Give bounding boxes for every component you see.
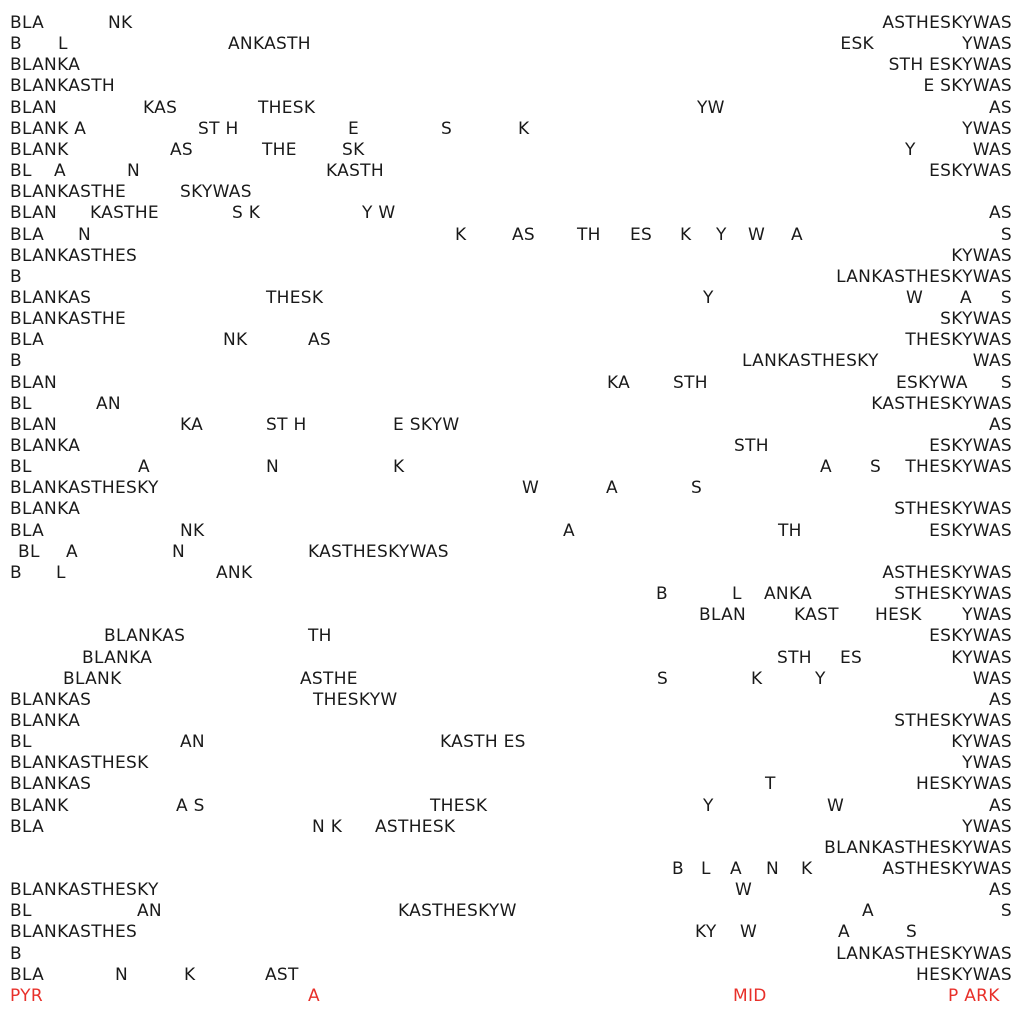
poem-fragment: WAS: [972, 139, 1012, 160]
poem-fragment: L: [58, 34, 68, 55]
poem-fragment: AS: [988, 414, 1012, 435]
poem-fragment: KASTH: [326, 161, 384, 182]
poem-fragment: S: [1000, 224, 1012, 245]
poem-fragment: SKYWAS: [940, 309, 1012, 330]
poem-fragment: STH: [734, 436, 769, 456]
poem-fragment: BLA: [10, 520, 45, 541]
poem-fragment: A S: [176, 795, 205, 816]
poem-fragment: KASTHE: [90, 203, 159, 224]
poem-fragment: LANKASTHESKYWAS: [836, 943, 1012, 964]
poem-fragment: S K: [232, 203, 261, 224]
poem-fragment: N: [266, 457, 280, 478]
poem-fragment: KA: [607, 372, 631, 393]
poem-fragment: S: [906, 922, 918, 943]
poem-fragment: S: [441, 118, 453, 139]
poem-fragment: N: [172, 541, 186, 562]
poem-fragment: KASTH ES: [440, 732, 526, 753]
poem-fragment: B: [656, 584, 668, 605]
poem-fragment: A: [66, 541, 78, 562]
poem-fragment: K: [680, 224, 692, 245]
poem-fragment: E SKYW: [393, 414, 460, 435]
poem-fragment: KASTHESKYWAS: [871, 393, 1012, 414]
poem-fragment: HESKYWAS: [916, 964, 1012, 985]
poem-fragment: STH ESKYWAS: [888, 55, 1012, 76]
poem-fragment: AS: [988, 880, 1012, 901]
poem-fragment: BLA: [10, 816, 45, 837]
poem-fragment: ANKA: [764, 584, 813, 605]
poem-fragment: THESKYWAS: [905, 457, 1012, 478]
poem-fragment: A: [730, 859, 742, 879]
poem-fragment: BLANKA: [10, 55, 81, 76]
poem-fragment: ASTHE: [300, 668, 358, 689]
poem-fragment: BLANKA: [10, 436, 81, 456]
poem-fragment: KASTHESKYW: [398, 901, 517, 922]
poem-fragment: ST H: [198, 118, 239, 139]
poem-fragment: B: [10, 34, 22, 55]
poem-fragment: YWAS: [962, 118, 1012, 139]
poem-fragment: AS: [988, 795, 1012, 816]
poem-fragment: AN: [180, 732, 205, 753]
poem-fragment: K: [518, 118, 530, 139]
poem-fragment: AS: [308, 330, 332, 351]
poem-fragment: LANKASTHESKYWAS: [836, 266, 1012, 287]
poem-fragment: KY: [695, 922, 717, 943]
poem-fragment: BL: [10, 161, 32, 182]
poem-fragment: T: [765, 774, 776, 795]
poem-fragment: BLANKA: [10, 710, 81, 731]
poem-fragment: W: [906, 287, 924, 308]
poem-fragment: BLANK: [10, 795, 69, 816]
poem-fragment: LANKASTHESKY: [742, 351, 879, 372]
poem-fragment: BLANKASTH: [10, 76, 116, 97]
poem-fragment: AST: [265, 964, 299, 985]
poem-fragment: A: [960, 287, 972, 308]
poem-fragment: BL: [10, 901, 32, 922]
poem-fragment: THESKYWAS: [905, 330, 1012, 351]
poem-fragment: ASTHESKYWAS: [882, 859, 1012, 879]
poem-fragment: BLANKASTHESKY: [10, 880, 159, 901]
poem-fragment: K: [184, 964, 196, 985]
poem-fragment: BLANKA: [10, 499, 81, 520]
poem-fragment: WAS: [972, 351, 1012, 372]
poem-fragment: A: [606, 478, 618, 499]
poem-fragment: B: [10, 943, 22, 964]
poem-fragment: W: [735, 880, 753, 901]
poem-fragment: ASTHESKYWAS: [882, 562, 1012, 583]
poem-fragment: KYWAS: [951, 647, 1012, 668]
poem-title-fragment: P ARK: [948, 985, 1000, 1006]
poem-fragment: N: [766, 859, 780, 879]
poem-fragment: THESK: [430, 795, 488, 816]
poem-fragment: BL: [10, 732, 32, 753]
poem-fragment: B: [10, 351, 22, 372]
poem-fragment: ST H: [266, 414, 307, 435]
poem-fragment: A: [138, 457, 150, 478]
poem-fragment: W: [740, 922, 758, 943]
poem-fragment: BLANKAS: [104, 626, 186, 647]
poem-fragment: BLANKASTHE: [10, 309, 127, 330]
poem-fragment: K: [455, 224, 467, 245]
poem-fragment: YW: [697, 97, 725, 118]
poem-fragment: TH: [308, 626, 332, 647]
poem-fragment: AN: [96, 393, 121, 414]
poem-fragment: E: [348, 118, 360, 139]
poem-fragment: BLANKAS: [10, 774, 92, 795]
poem-fragment: KASTHESKYWAS: [308, 541, 449, 562]
poem-fragment: L: [56, 562, 66, 583]
poem-fragment: W: [748, 224, 766, 245]
poem-fragment: BL: [18, 541, 40, 562]
poem-fragment: KAS: [143, 97, 178, 118]
poem-fragment: S: [1000, 287, 1012, 308]
poem-fragment: A: [820, 457, 832, 478]
poem-fragment: BLANKAS: [10, 689, 92, 710]
poem-fragment: WAS: [972, 668, 1012, 689]
poem-fragment: BLAN: [10, 203, 58, 224]
poem-fragment: K: [751, 668, 763, 689]
poem-fragment: BLANKASTHESKYWAS: [824, 837, 1012, 858]
poem-fragment: THESK: [258, 97, 316, 118]
poem-fragment: Y: [703, 287, 714, 308]
poem-fragment: NK: [223, 330, 248, 351]
poem-fragment: K: [393, 457, 405, 478]
poem-fragment: BLANK: [63, 668, 122, 689]
poem-fragment: S: [1000, 372, 1012, 393]
poem-fragment: STHESKYWAS: [894, 499, 1012, 520]
poem-fragment: BL: [10, 393, 32, 414]
poem-fragment: TH: [778, 520, 802, 541]
poem-fragment: HESKYWAS: [916, 774, 1012, 795]
poem-fragment: BLANKASTHES: [10, 922, 138, 943]
poem-fragment: Y W: [362, 203, 396, 224]
poem-fragment: NK: [108, 13, 133, 33]
poem-fragment: B: [10, 266, 22, 287]
poem-title-fragment: A: [308, 985, 320, 1006]
poem-fragment: TH: [577, 224, 601, 245]
poem-fragment: Y: [716, 224, 727, 245]
poem-fragment: ESK: [840, 34, 874, 55]
poem-fragment: AS: [988, 689, 1012, 710]
poem-fragment: BLAN: [10, 372, 58, 393]
poem-fragment: NK: [180, 520, 205, 541]
poem-fragment: W: [522, 478, 540, 499]
poem-fragment: ESKYWAS: [929, 626, 1012, 647]
poem-fragment: BLANKASTHES: [10, 245, 138, 266]
poem-fragment: N K: [312, 816, 343, 837]
poem-fragment: YWAS: [962, 605, 1012, 626]
poem-fragment: N: [78, 224, 92, 245]
poem-fragment: N: [115, 964, 129, 985]
poem-fragment: BLANK: [10, 139, 69, 160]
poem-fragment: BLA: [10, 13, 45, 33]
poem-fragment: ESKYWAS: [929, 161, 1012, 182]
poem-fragment: ASTHESK: [375, 816, 456, 837]
poem-fragment: SKYWAS: [180, 182, 252, 203]
poem-fragment: L: [701, 859, 711, 879]
poem-fragment: B: [10, 562, 22, 583]
poem-fragment: Y: [703, 795, 714, 816]
poem-fragment: BLA: [10, 330, 45, 351]
poem-fragment: W: [827, 795, 845, 816]
poem-fragment: S: [691, 478, 703, 499]
poem-fragment: ANKASTH: [228, 34, 311, 55]
poem-fragment: STH: [777, 647, 812, 668]
poem-fragment: ESKYWAS: [929, 520, 1012, 541]
poem-fragment: ASTHESKYWAS: [882, 13, 1012, 33]
poem-fragment: BLANK A: [10, 118, 87, 139]
poem-fragment: BLANKASTHESK: [10, 753, 149, 774]
poem-fragment: AN: [137, 901, 162, 922]
poem-fragment: S: [657, 668, 669, 689]
poem-title-fragment: MID: [733, 985, 767, 1006]
poem-fragment: AS: [988, 97, 1012, 118]
poem-fragment: BLANKAS: [10, 287, 92, 308]
poem-fragment: AS: [512, 224, 536, 245]
poem-fragment: BL: [10, 457, 32, 478]
poem-fragment: KAST: [794, 605, 839, 626]
poem-fragment: B: [672, 859, 684, 879]
poem-title-fragment: PYR: [10, 985, 43, 1006]
poem-fragment: YWAS: [962, 753, 1012, 774]
poem-fragment: L: [732, 584, 742, 605]
poem-fragment: S: [870, 457, 882, 478]
poem-fragment: STHESKYWAS: [894, 710, 1012, 731]
poem-fragment: BLA: [10, 224, 45, 245]
poem-fragment: THE: [262, 139, 297, 160]
poem-fragment: S: [1000, 901, 1012, 922]
poem-fragment: BLAN: [10, 97, 58, 118]
poem-fragment: BLANKASTHESKY: [10, 478, 159, 499]
poem-fragment: A: [838, 922, 850, 943]
poem-fragment: STHESKYWAS: [894, 584, 1012, 605]
poem-fragment: KA: [180, 414, 204, 435]
poem-fragment: BLAN: [699, 605, 747, 626]
poem-fragment: THESK: [266, 287, 324, 308]
poem-fragment: YWAS: [962, 34, 1012, 55]
poem-fragment: Y: [815, 668, 826, 689]
poem-fragment: THESKYW: [313, 689, 398, 710]
poem-fragment: KYWAS: [951, 245, 1012, 266]
poem-fragment: A: [563, 520, 575, 541]
poem-fragment: ESKYWA: [896, 372, 968, 393]
poem-fragment: BLANKASTHE: [10, 182, 127, 203]
poem-fragment: HESK: [875, 605, 922, 626]
poem-fragment: A: [862, 901, 874, 922]
poem-fragment: A: [54, 161, 66, 182]
poem-fragment: ES: [840, 647, 863, 668]
poem-fragment: KYWAS: [951, 732, 1012, 753]
poem-fragment: YWAS: [962, 816, 1012, 837]
poem-fragment: ANK: [216, 562, 253, 583]
poem-fragment: AS: [988, 203, 1012, 224]
poem-fragment: A: [791, 224, 803, 245]
poem-fragment: ESKYWAS: [929, 436, 1012, 456]
poem-fragment: SK: [342, 139, 365, 160]
poem-fragment: K: [801, 859, 813, 879]
poem-fragment: BLANKA: [82, 647, 153, 668]
poem-fragment: BLA: [10, 964, 45, 985]
poem-fragment: E SKYWAS: [923, 76, 1012, 97]
poem-fragment: Y: [905, 139, 916, 160]
poem-fragment: N: [127, 161, 141, 182]
poem-fragment: STH: [673, 372, 708, 393]
poem-fragment: AS: [170, 139, 194, 160]
poem-fragment: ES: [630, 224, 653, 245]
poem-fragment: BLAN: [10, 414, 58, 435]
